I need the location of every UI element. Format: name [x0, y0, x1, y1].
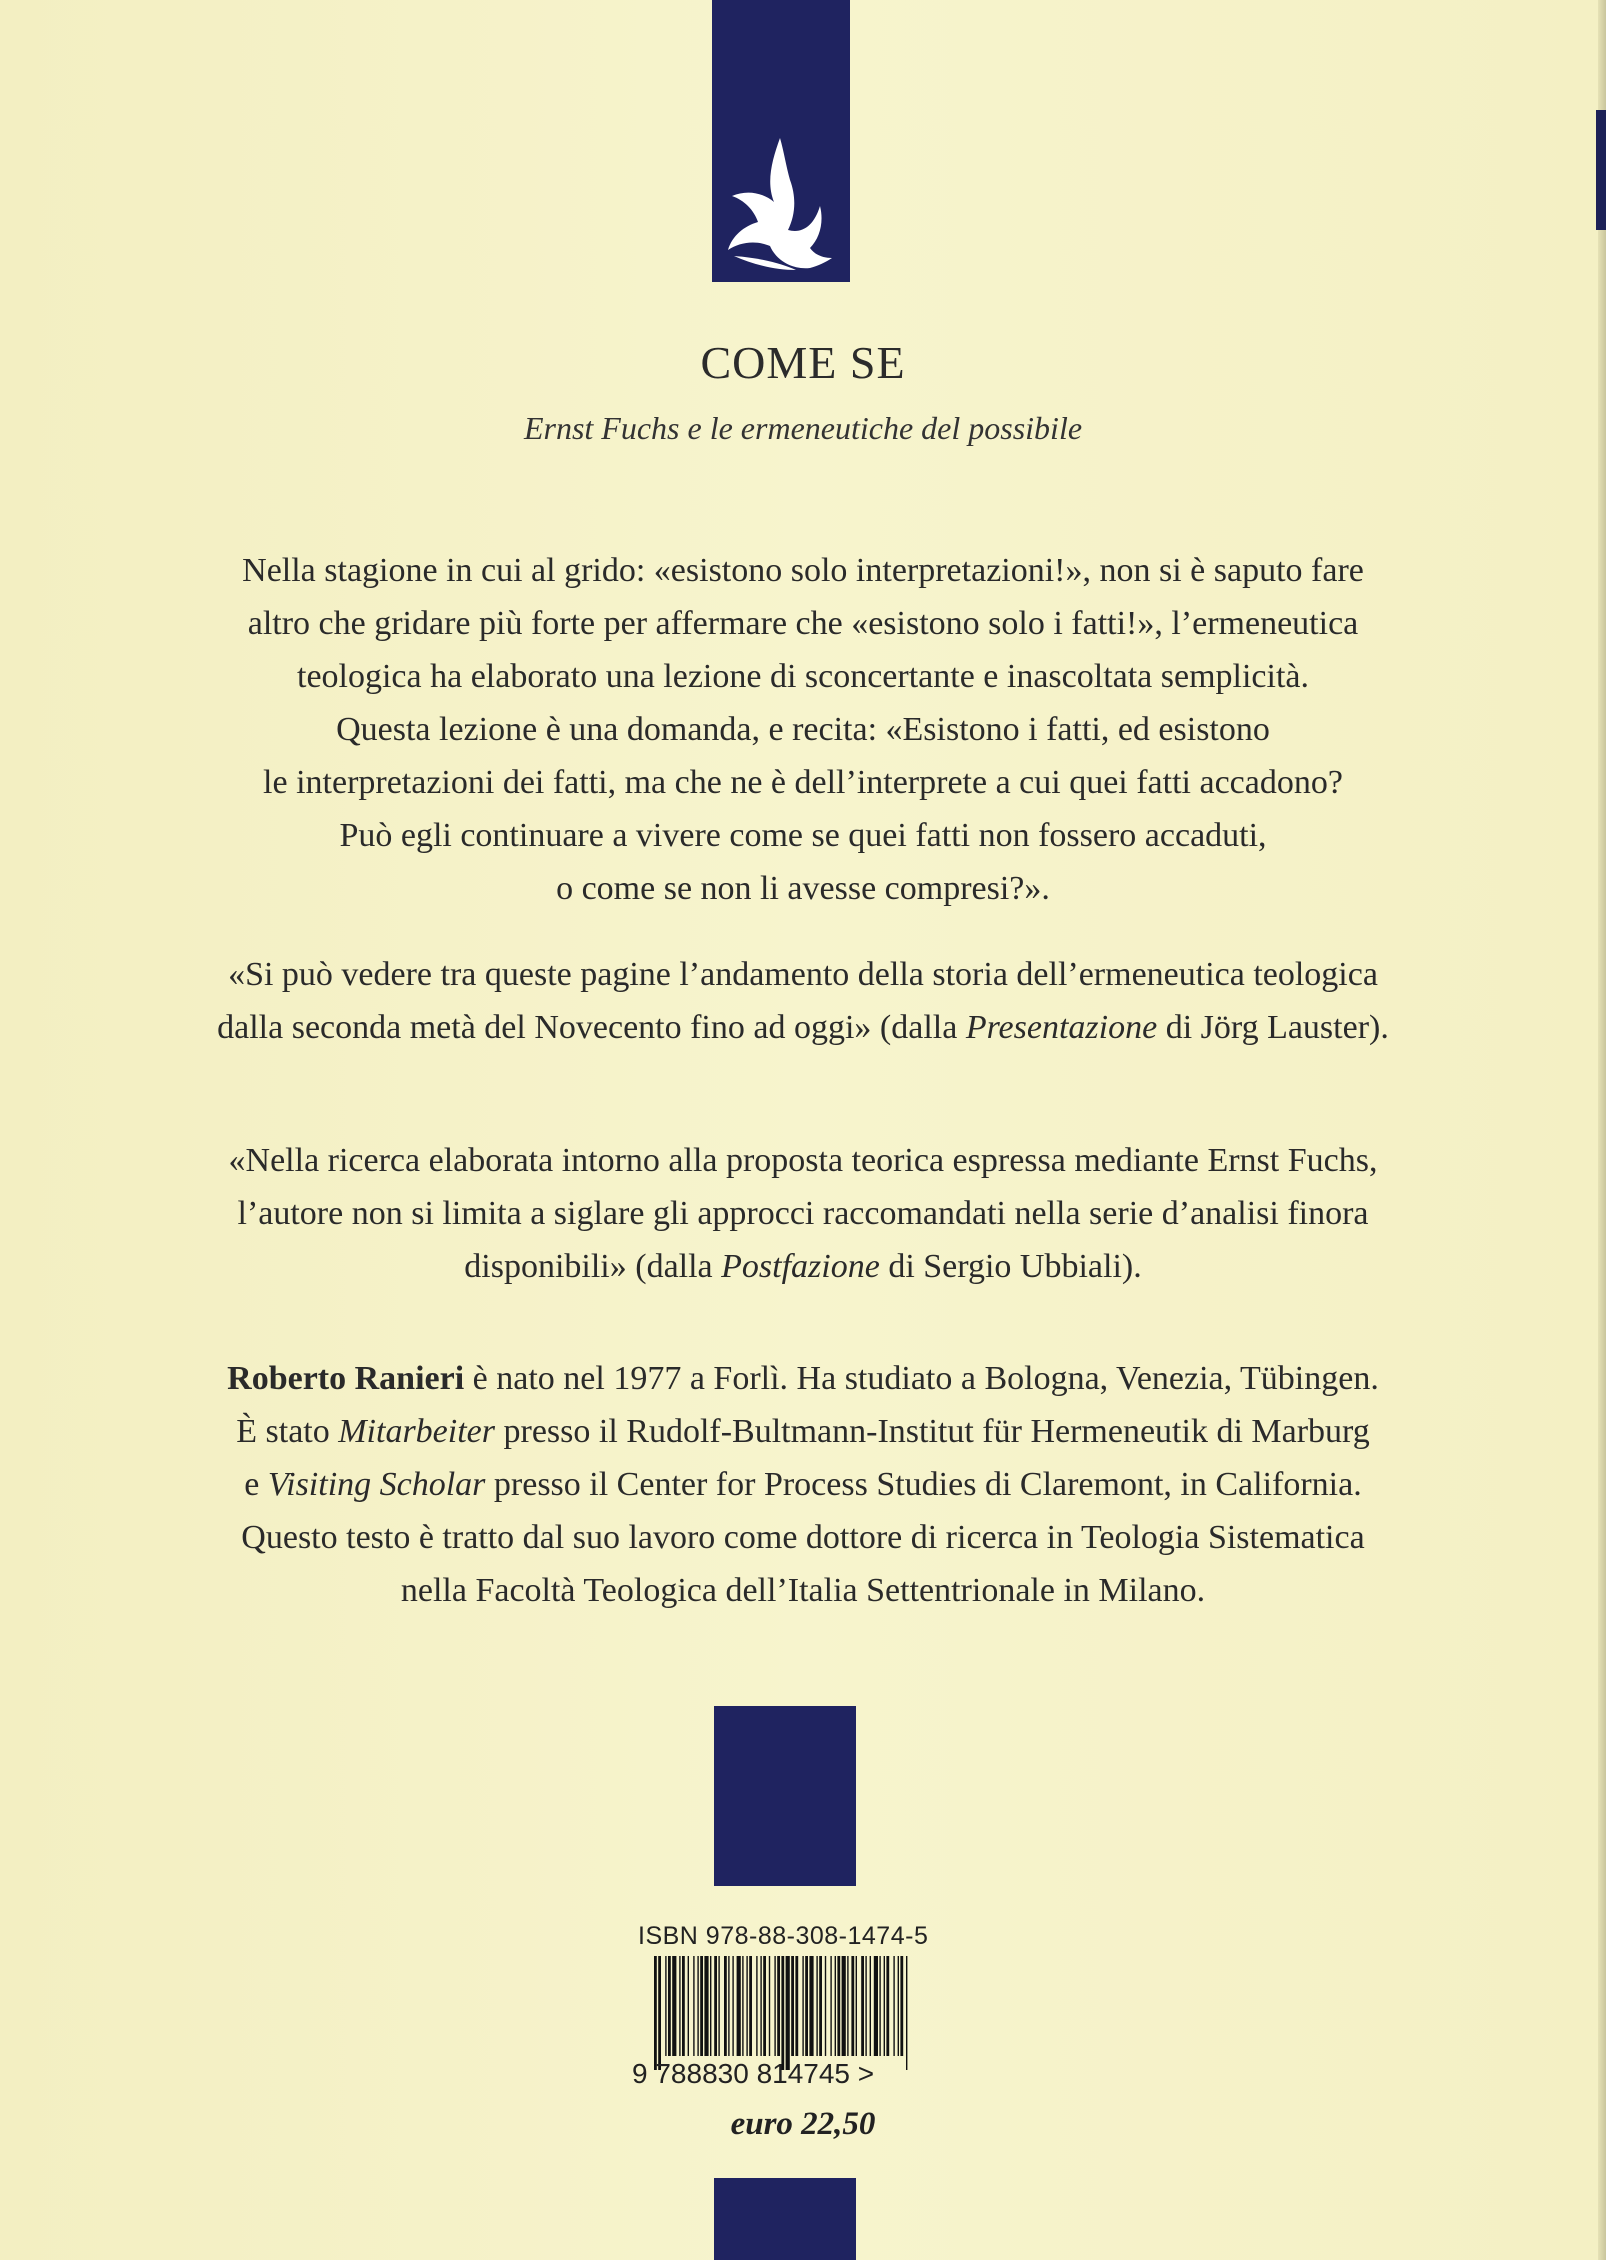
barcode-bar	[658, 1956, 661, 2070]
barcode-bar	[718, 1956, 719, 2056]
barcode	[654, 1956, 910, 2070]
blurb-line: Può egli continuare a vivere come se quei fatti non fossero accaduti,	[339, 817, 1267, 854]
barcode-bar	[802, 1956, 803, 2056]
barcode-bar	[898, 1956, 899, 2056]
barcode-bar	[851, 1956, 854, 2056]
barcode-bar	[700, 1956, 703, 2056]
barcode-bar	[682, 1956, 685, 2056]
postfazione-word: Postfazione	[721, 1248, 880, 1285]
barcode-bar	[825, 1956, 826, 2056]
barcode-bar	[724, 1956, 727, 2056]
dove-logo-icon	[722, 130, 840, 280]
barcode-bar	[654, 1956, 657, 2070]
barcode-bar	[732, 1956, 733, 2056]
author-name: Roberto Ranieri	[227, 1360, 465, 1397]
barcode-bar	[879, 1956, 880, 2056]
barcode-bar	[672, 1956, 676, 2056]
bio-text: è nato nel 1977 a Forlì. Ha studiato a Bologna, Venezia, Tübingen.	[464, 1360, 1379, 1397]
bio-line	[120, 1458, 1486, 1511]
barcode-bar	[870, 1956, 871, 2056]
blurb-paragraph-2	[120, 948, 1486, 1054]
blurb-line: o come se non li avesse compresi?».	[556, 870, 1050, 907]
quote-text: dalla seconda metà del Novecento fino ad oggi» (dalla	[217, 1009, 966, 1046]
bio-line: nella Facoltà Teologica dell’Italia Settentrionale in Milano.	[400, 1572, 1206, 1609]
barcode-bar	[786, 1956, 790, 2070]
barcode-bar	[816, 1956, 817, 2056]
isbn-label: ISBN 978-88-308-1474-5	[638, 1922, 929, 1950]
barcode-bar	[774, 1956, 775, 2056]
price-label: euro 22,50	[730, 2106, 876, 2142]
barcode-bar	[756, 1956, 757, 2056]
barcode-bar	[769, 1956, 770, 2056]
barcode-bar	[749, 1956, 752, 2056]
blurb-line: «Si può vedere tra queste pagine l’andamento della storia dell’ermeneutica teologica	[228, 956, 1378, 993]
barcode-bar	[856, 1956, 857, 2056]
blurb-line	[120, 1001, 1486, 1054]
blurb-line: le interpretazioni dei fatti, ma che ne è dell’interprete a cui quei fatti accadono?	[263, 764, 1343, 801]
barcode-bar	[842, 1956, 846, 2056]
barcode-bar	[704, 1956, 708, 2056]
barcode-digits: 9 788830 814745 >	[632, 2058, 875, 2089]
barcode-bar	[861, 1956, 864, 2056]
bio-text: presso il Rudolf-Bultmann-Institut für Hermeneutik di Marburg	[495, 1413, 1370, 1450]
blurb-paragraph-1	[120, 544, 1486, 915]
book-title: COME SE	[700, 337, 906, 388]
barcode-bar	[791, 1956, 794, 2056]
bio-text: È stato	[236, 1413, 339, 1450]
barcode-bar	[830, 1956, 831, 2056]
bio-line: Questo testo è tratto dal suo lavoro come dottore di ricerca in Teologia Sistematica	[241, 1519, 1365, 1556]
barcode-bar	[728, 1956, 729, 2056]
barcode-bar	[835, 1956, 836, 2056]
presentazione-word: Presentazione	[965, 1009, 1158, 1046]
barcode-bar	[795, 1956, 798, 2056]
top-navy-band	[712, 0, 850, 282]
barcode-bar	[665, 1956, 666, 2056]
author-bio	[120, 1352, 1486, 1617]
blurb-line: altro che gridare più forte per affermare che «esistono solo i fatti!», l’ermeneutica	[247, 605, 1359, 642]
bio-line	[120, 1405, 1486, 1458]
mitarbeiter-word: Mitarbeiter	[338, 1413, 495, 1450]
barcode-bar	[737, 1956, 741, 2056]
quote-text: disponibili» (dalla	[464, 1248, 722, 1285]
barcode-bar	[781, 1956, 784, 2070]
barcode-bar	[884, 1956, 885, 2056]
bio-text: e	[244, 1466, 268, 1503]
barcode-bar	[847, 1956, 848, 2056]
barcode-bar	[874, 1956, 878, 2056]
barcode-bar	[893, 1956, 894, 2056]
blurb-line: teologica ha elaborato una lezione di sconcertante e inascoltata semplicità.	[297, 658, 1309, 695]
barcode-bar	[693, 1956, 694, 2056]
blurb-line: Nella stagione in cui al grido: «esistono solo interpretazioni!», non si è saputo fare	[242, 552, 1364, 589]
bio-text: presso il Center for Process Studies di Claremont, in California.	[485, 1466, 1362, 1503]
barcode-bar	[710, 1956, 711, 2056]
middle-navy-block	[714, 1706, 856, 1886]
blurb-line: «Nella ricerca elaborata intorno alla proposta teorica espressa mediante Ernst Fuchs,	[228, 1142, 1378, 1179]
barcode-bar	[819, 1956, 822, 2056]
barcode-bar	[697, 1956, 698, 2056]
barcode-bar	[746, 1956, 747, 2056]
barcode-bar	[777, 1956, 780, 2056]
barcode-bar	[805, 1956, 808, 2056]
barcode-bar	[668, 1956, 671, 2056]
visiting-scholar-word: Visiting Scholar	[267, 1466, 486, 1503]
blurb-line: Questa lezione è una domanda, e recita: «Esistono i fatti, ed esistono	[336, 711, 1270, 748]
barcode-bar	[809, 1956, 813, 2056]
bio-line	[120, 1352, 1486, 1405]
blurb-paragraph-3	[120, 1134, 1486, 1293]
quote-attribution: di Sergio Ubbiali).	[879, 1248, 1142, 1285]
blurb-line	[120, 1240, 1486, 1293]
quote-attribution: di Jörg Lauster).	[1157, 1009, 1389, 1046]
bottom-navy-block	[714, 2178, 856, 2260]
barcode-bar	[865, 1956, 866, 2056]
book-subtitle: Ernst Fuchs e le ermeneutiche del possibile	[523, 410, 1083, 446]
barcode-bar	[688, 1956, 689, 2056]
barcode-bar	[714, 1956, 717, 2056]
barcode-bar	[900, 1956, 903, 2056]
barcode-bar	[679, 1956, 680, 2056]
barcode-bar	[906, 1956, 907, 2070]
barcode-bar	[763, 1956, 766, 2056]
blurb-line: l’autore non si limita a siglare gli approcci raccomandati nella serie d’analisi finora	[237, 1195, 1369, 1232]
barcode-bar	[760, 1956, 761, 2056]
barcode-bar	[886, 1956, 889, 2056]
barcode-bar	[742, 1956, 743, 2056]
spine-mark	[1596, 110, 1606, 230]
barcode-bar	[837, 1956, 840, 2056]
